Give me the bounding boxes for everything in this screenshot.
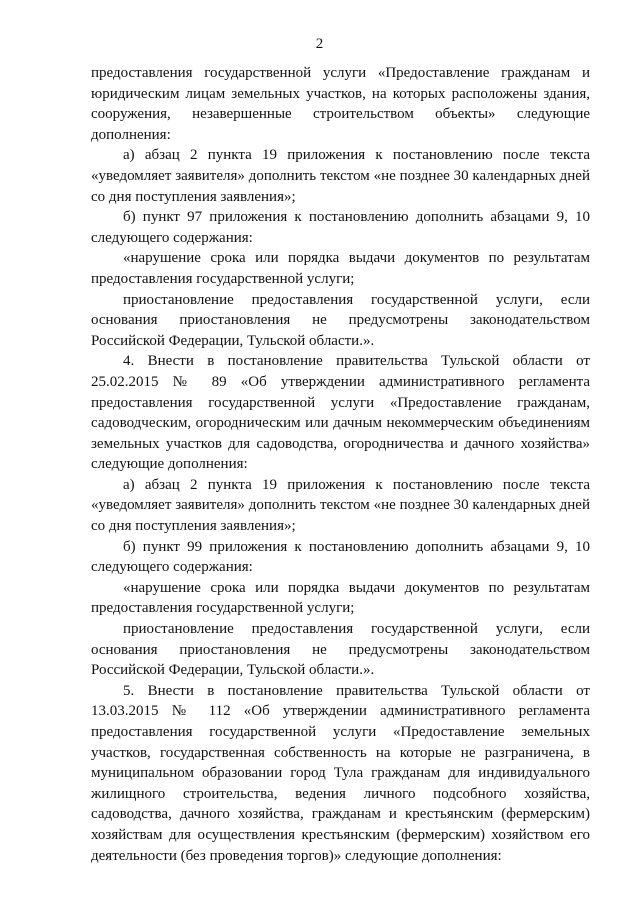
paragraph-subitem-a: а) абзац 2 пункта 19 приложения к постановлению после текста «уведомляет заявителя» дополнить текстом «не позднее 30 календарных дней со дня поступления заявления»; — [91, 476, 590, 535]
paragraph-subitem-b: б) пункт 99 приложения к постановлению дополнить абзацами 9, 10 следующего содержания: — [91, 538, 590, 576]
paragraph-subitem-a: а) абзац 2 пункта 19 приложения к постановлению после текста «уведомляет заявителя» дополнить текстом «не позднее 30 календарных дней со дня поступления заявления»; — [91, 147, 590, 205]
paragraph-quote-violation: «нарушение срока или порядка выдачи документов по результатам предоставления государственной услуги; — [91, 579, 590, 617]
paragraph-quote-violation: «нарушение срока или порядка выдачи документов по результатам предоставления государственной услуги; — [91, 250, 590, 287]
paragraph-item-4: 4. Внести в постановление правительства Тульской области от 25.02.2015 № 89 «Об утверждении административного регламента предоставления государственной услуги «Предоставление гражданам, садоводческим, огородническим или дачным некоммерческим объединениям земельных участков для садоводства, огородничества и дачного хозяйства» следующие дополнения: — [91, 353, 590, 473]
paragraph-quote-suspension: приостановление предоставления государственной услуги, если основания приостановления не предусмотрены законодательством Российской Федерации, Тульской области.». — [91, 621, 590, 679]
paragraph-item-5: 5. Внести в постановление правительства Тульской области от 13.03.2015 № 112 «Об утверждении административного регламента предоставления государственной услуги «Предоставление земельных участков, государственная собственность на которые не разграничена, в муниципальном образовании город Тула гражданам для индивидуального жилищного строительства, ведения личного подсобного хозяйства, садоводства, дачного хозяйства, гражданам и крестьянским (фермерским) хозяйствам для осуществления крестьянским (фермерским) хозяйством его деятельности (без проведения торгов)» следующие дополнения: — [91, 682, 590, 864]
paragraph-continuation: предоставления государственной услуги «Предоставление гражданам и юридическим лицам земельных участков, на которых расположены здания, сооружения, незавершенные строительством объекты» следующие дополнения: — [91, 65, 590, 143]
document-body — [91, 63, 590, 866]
paragraph-subitem-b: б) пункт 97 приложения к постановлению дополнить абзацами 9, 10 следующего содержания: — [91, 209, 590, 246]
paragraph-quote-suspension: приостановление предоставления государственной услуги, если основания приостановления не предусмотрены законодательством Российской Федерации, Тульской области.». — [91, 291, 590, 349]
page-number: 2 — [315, 36, 324, 52]
